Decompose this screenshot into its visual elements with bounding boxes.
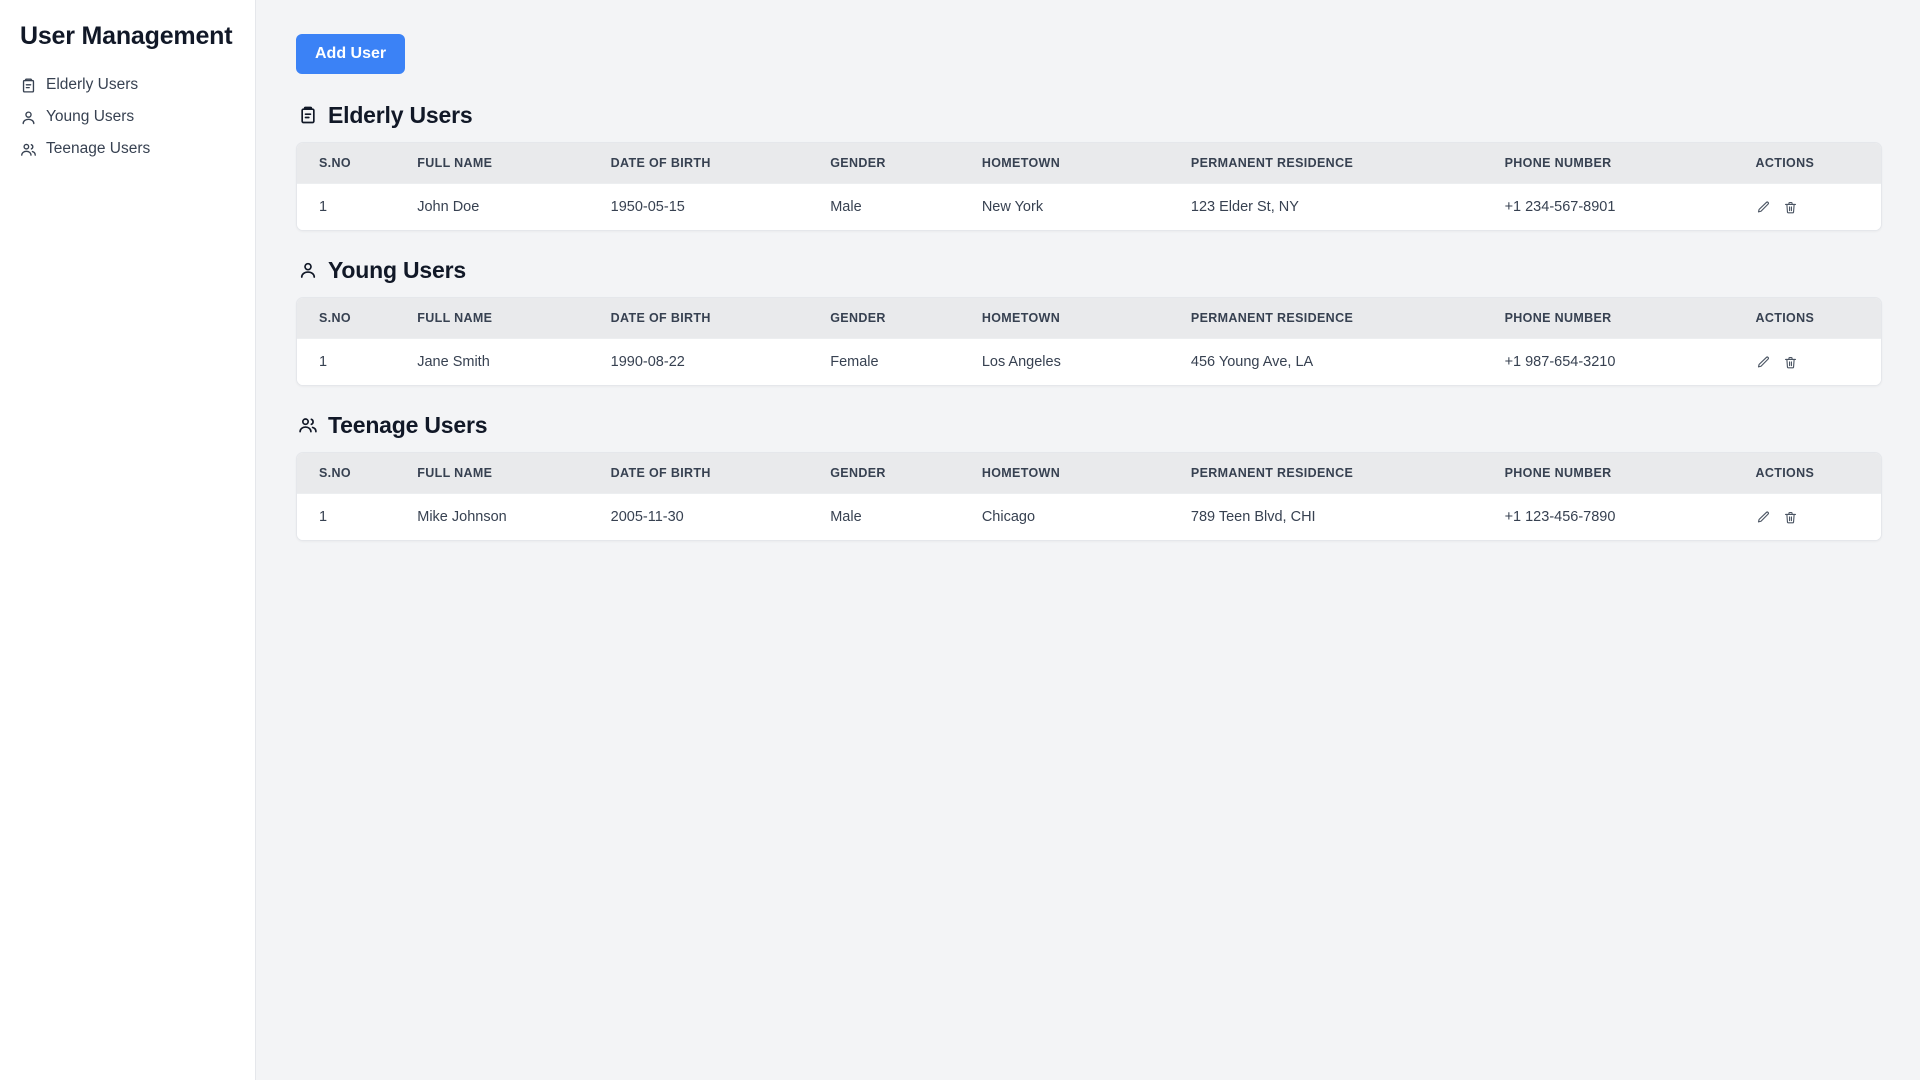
cell-permanent-residence: 123 Elder St, NY [1191, 184, 1505, 231]
sidebar-item-elderly-users[interactable] [20, 72, 235, 98]
table-body [297, 339, 1881, 386]
table-row [297, 184, 1881, 231]
clipboard-icon [298, 105, 318, 125]
column-header-sno: S.NO [319, 156, 351, 170]
pencil-icon [1756, 355, 1771, 370]
cell-full-name: Mike Johnson [417, 494, 610, 541]
clipboard-icon [20, 77, 37, 94]
user-icon [298, 260, 318, 280]
column-header-actions: ACTIONS [1755, 156, 1815, 170]
pencil-icon [1756, 510, 1771, 525]
data-table [297, 143, 1881, 230]
edit-row-button[interactable] [1755, 509, 1771, 525]
cell-full-name: Jane Smith [417, 339, 610, 386]
edit-row-button[interactable] [1755, 199, 1771, 215]
column-header-gender: GENDER [830, 466, 886, 480]
page-title: User Management [20, 22, 233, 50]
row-actions [1755, 509, 1881, 525]
users-icon [298, 415, 318, 435]
table-header-row [297, 453, 1881, 494]
column-header-permanent-residence: PERMANENT RESIDENCE [1190, 466, 1354, 480]
column-header-hometown: HOMETOWN [981, 311, 1061, 325]
sidebar-nav [20, 72, 235, 162]
table-row [297, 339, 1881, 386]
table-header-row [297, 143, 1881, 184]
column-header-permanent-residence: PERMANENT RESIDENCE [1190, 156, 1354, 170]
cell-sno: 1 [297, 494, 417, 541]
sidebar-item-label: Elderly Users [46, 76, 139, 93]
section-title: Young Users [328, 257, 466, 283]
cell-hometown: Los Angeles [982, 339, 1191, 386]
table-head [297, 453, 1881, 494]
column-header-gender: GENDER [830, 311, 886, 325]
cell-gender: Female [830, 339, 982, 386]
column-header-hometown: HOMETOWN [981, 466, 1061, 480]
column-header-full-name: FULL NAME [417, 156, 493, 170]
table-elderly-users [296, 142, 1882, 231]
column-header-phone-number: PHONE NUMBER [1504, 466, 1612, 480]
cell-hometown: New York [982, 184, 1191, 231]
column-header-actions: ACTIONS [1755, 466, 1815, 480]
column-header-phone-number: PHONE NUMBER [1504, 156, 1612, 170]
delete-row-button[interactable] [1782, 354, 1798, 370]
section-young-users [296, 257, 1882, 386]
cell-sno: 1 [297, 184, 417, 231]
data-table [297, 298, 1881, 385]
cell-hometown: Chicago [982, 494, 1191, 541]
main-content [256, 0, 1920, 1080]
cell-date-of-birth: 1950-05-15 [611, 184, 831, 231]
cell-phone-number: +1 234-567-8901 [1505, 184, 1756, 231]
section-header [298, 257, 1882, 283]
table-header-row [297, 298, 1881, 339]
column-header-gender: GENDER [830, 156, 886, 170]
cell-date-of-birth: 1990-08-22 [611, 339, 831, 386]
delete-row-button[interactable] [1782, 509, 1798, 525]
sidebar-item-label: Young Users [46, 108, 135, 125]
add-user-button[interactable]: Add User [296, 34, 405, 74]
cell-gender: Male [830, 184, 982, 231]
section-teenage-users [296, 412, 1882, 541]
section-title: Elderly Users [328, 102, 473, 128]
trash-icon [1783, 200, 1798, 215]
users-icon [20, 141, 37, 158]
section-header [298, 412, 1882, 438]
cell-permanent-residence: 789 Teen Blvd, CHI [1191, 494, 1505, 541]
column-header-phone-number: PHONE NUMBER [1504, 311, 1612, 325]
column-header-permanent-residence: PERMANENT RESIDENCE [1190, 311, 1354, 325]
row-actions [1755, 199, 1881, 215]
cell-permanent-residence: 456 Young Ave, LA [1191, 339, 1505, 386]
column-header-sno: S.NO [319, 311, 351, 325]
cell-full-name: John Doe [417, 184, 610, 231]
table-head [297, 143, 1881, 184]
column-header-sno: S.NO [319, 466, 351, 480]
table-body [297, 494, 1881, 541]
column-header-actions: ACTIONS [1755, 311, 1815, 325]
cell-phone-number: +1 123-456-7890 [1505, 494, 1756, 541]
section-header [298, 102, 1882, 128]
column-header-hometown: HOMETOWN [981, 156, 1061, 170]
table-head [297, 298, 1881, 339]
data-table [297, 453, 1881, 540]
sidebar-item-label: Teenage Users [46, 140, 151, 157]
column-header-full-name: FULL NAME [417, 466, 493, 480]
cell-actions [1755, 184, 1881, 231]
cell-actions [1755, 494, 1881, 541]
cell-actions [1755, 339, 1881, 386]
trash-icon [1783, 510, 1798, 525]
delete-row-button[interactable] [1782, 199, 1798, 215]
sidebar-item-teenage-users[interactable] [20, 136, 235, 162]
user-icon [20, 109, 37, 126]
column-header-date-of-birth: DATE OF BIRTH [610, 311, 711, 325]
section-title: Teenage Users [328, 412, 488, 438]
cell-gender: Male [830, 494, 982, 541]
cell-phone-number: +1 987-654-3210 [1505, 339, 1756, 386]
sidebar [0, 0, 256, 1080]
trash-icon [1783, 355, 1798, 370]
table-body [297, 184, 1881, 231]
row-actions [1755, 354, 1881, 370]
table-row [297, 494, 1881, 541]
edit-row-button[interactable] [1755, 354, 1771, 370]
column-header-full-name: FULL NAME [417, 311, 493, 325]
column-header-date-of-birth: DATE OF BIRTH [610, 156, 711, 170]
table-teenage-users [296, 452, 1882, 541]
section-elderly-users [296, 102, 1882, 231]
table-young-users [296, 297, 1882, 386]
column-header-date-of-birth: DATE OF BIRTH [610, 466, 711, 480]
cell-date-of-birth: 2005-11-30 [611, 494, 831, 541]
pencil-icon [1756, 200, 1771, 215]
cell-sno: 1 [297, 339, 417, 386]
sidebar-item-young-users[interactable] [20, 104, 235, 130]
